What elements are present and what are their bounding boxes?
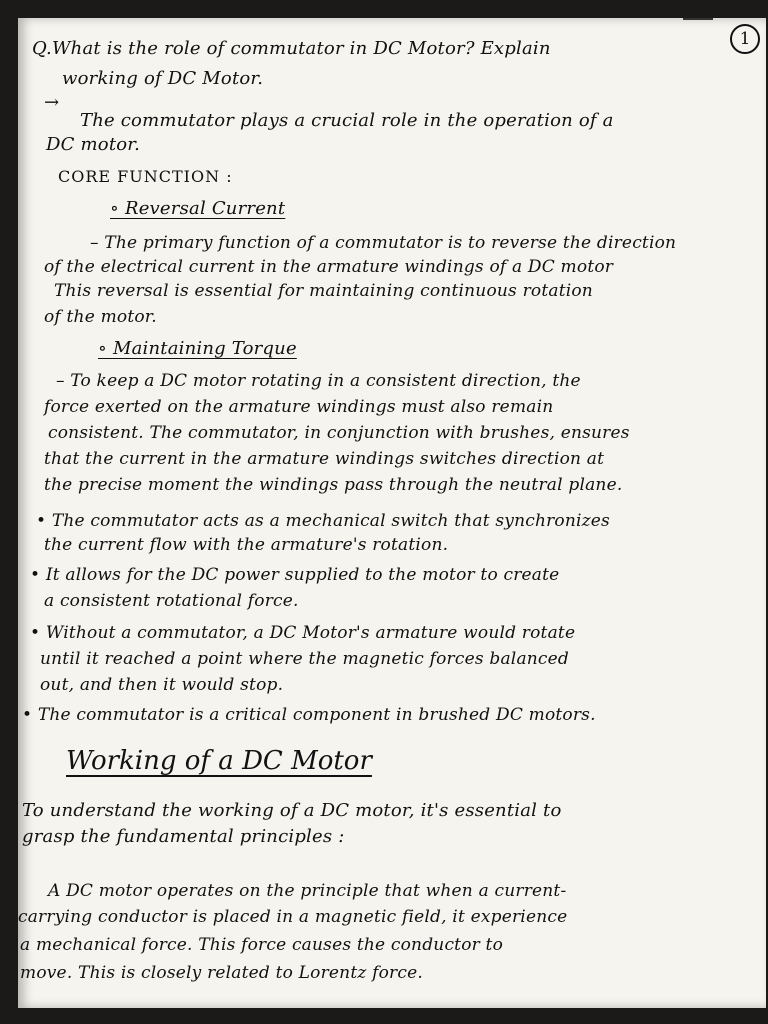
principle-line-4: move. This is closely related to Lorentz force. bbox=[20, 963, 423, 983]
intro-line-1: The commutator plays a crucial role in the operation of a bbox=[80, 110, 614, 131]
reversal-line-1: – The primary function of a commutator is to reverse the direction bbox=[90, 233, 677, 253]
principle-line-1: A DC motor operates on the principle that when a current- bbox=[48, 881, 567, 901]
intro-line-2: DC motor. bbox=[46, 134, 141, 155]
working-intro-line-2: grasp the fundamental principles : bbox=[22, 826, 345, 847]
page-number: 1 bbox=[730, 24, 760, 54]
reversal-line-3: This reversal is essential for maintaining continuous rotation bbox=[54, 281, 593, 301]
bullet-line-5: • Without a commutator, a DC Motor's armature would rotate bbox=[30, 623, 576, 643]
bullet-circle: ∘ bbox=[110, 198, 125, 219]
torque-heading-text: Maintaining Torque bbox=[112, 338, 297, 359]
torque-heading bbox=[98, 338, 297, 360]
bullet-circle: ∘ bbox=[98, 338, 113, 359]
corner-mark bbox=[683, 18, 713, 26]
notebook-page bbox=[18, 18, 766, 1008]
bullet-line-8: • The commutator is a critical component in brushed DC motors. bbox=[22, 705, 596, 725]
reversal-line-4: of the motor. bbox=[44, 307, 157, 327]
torque-line-5: the precise moment the windings pass through the neutral plane. bbox=[44, 475, 623, 495]
torque-line-2: force exerted on the armature windings must also remain bbox=[44, 397, 554, 417]
bullet-line-4: a consistent rotational force. bbox=[44, 591, 299, 611]
torque-line-4: that the current in the armature windings switches direction at bbox=[44, 449, 605, 469]
question-line-1: Q.What is the role of commutator in DC Motor? Explain bbox=[32, 38, 551, 59]
working-heading: Working of a DC Motor bbox=[66, 746, 372, 776]
torque-line-3: consistent. The commutator, in conjunction with brushes, ensures bbox=[48, 423, 630, 443]
arrow-mark: → bbox=[44, 92, 60, 113]
question-line-2: working of DC Motor. bbox=[62, 68, 264, 89]
torque-line-1: – To keep a DC motor rotating in a consistent direction, the bbox=[56, 371, 581, 391]
bullet-line-7: out, and then it would stop. bbox=[40, 675, 284, 695]
bullet-line-1: • The commutator acts as a mechanical switch that synchronizes bbox=[36, 511, 610, 531]
reversal-heading-text: Reversal Current bbox=[124, 198, 286, 219]
bullet-line-2: the current flow with the armature's rotation. bbox=[44, 535, 449, 555]
reversal-line-2: of the electrical current in the armature windings of a DC motor bbox=[44, 257, 614, 277]
principle-line-3: a mechanical force. This force causes the conductor to bbox=[20, 935, 504, 955]
reversal-heading bbox=[110, 198, 285, 220]
working-intro-line-1: To understand the working of a DC motor, it's essential to bbox=[22, 800, 562, 821]
principle-line-2: carrying conductor is placed in a magnetic field, it experience bbox=[18, 907, 568, 927]
core-function-label: CORE FUNCTION : bbox=[58, 167, 233, 186]
bullet-line-3: • It allows for the DC power supplied to the motor to create bbox=[30, 565, 560, 585]
bullet-line-6: until it reached a point where the magnetic forces balanced bbox=[40, 649, 569, 669]
